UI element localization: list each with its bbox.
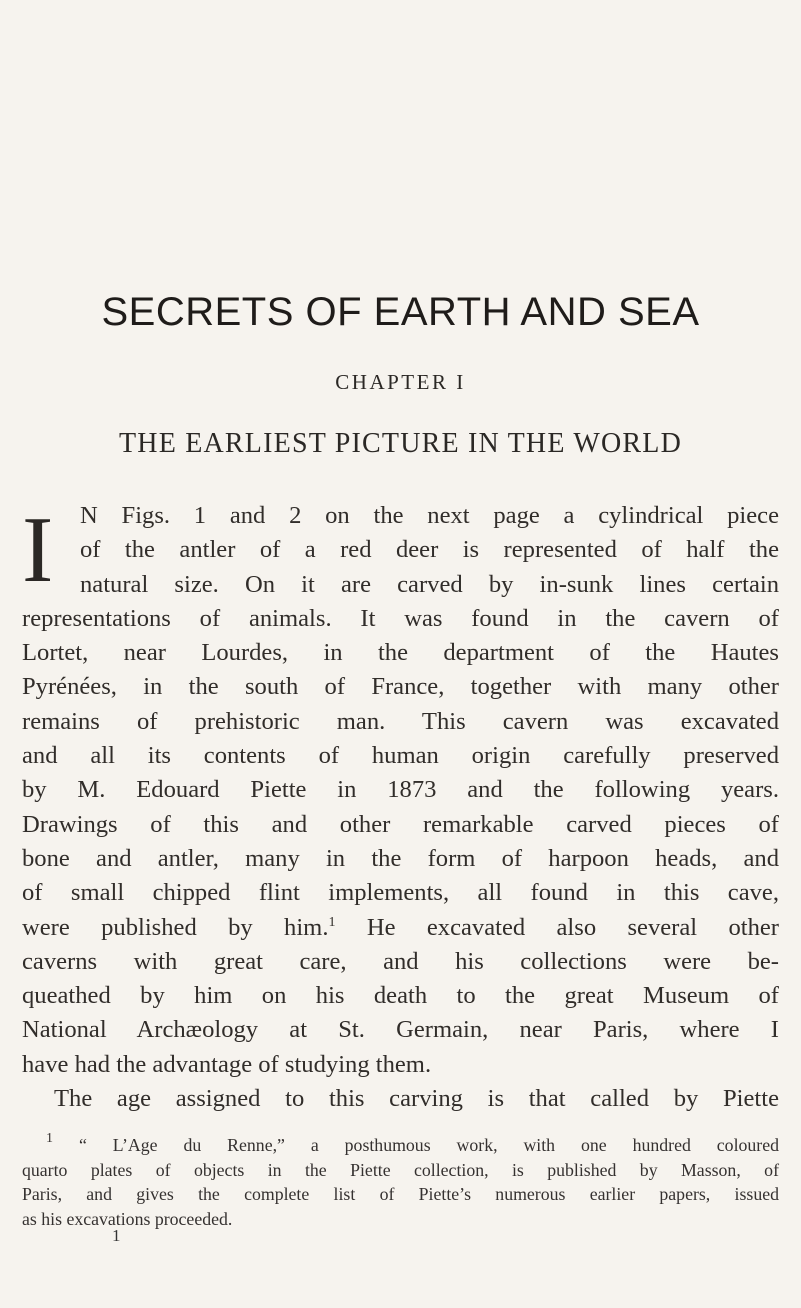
body-text bbox=[22, 499, 779, 1116]
footnote-text: “ L’Age du Renne,” a posthumous work, with one hundred coloured bbox=[78, 1135, 779, 1155]
text-line: caverns with great care, and his collections were be- bbox=[22, 947, 779, 975]
text-line: and all its contents of human origin carefully preserved bbox=[22, 742, 779, 770]
text-line: representations of animals. It was found in the cavern of bbox=[22, 604, 779, 632]
footnote-line: quarto plates of objects in the Piette collection, is published by Masson, of bbox=[22, 1159, 779, 1180]
footnote-line: as his excavations proceeded. bbox=[22, 1208, 233, 1229]
book-title: SECRETS OF EARTH AND SEA bbox=[101, 290, 700, 334]
chapter-title: THE EARLIEST PICTURE IN THE WORLD bbox=[118, 428, 682, 459]
text-line: The age assigned to this carving is that called by Piette bbox=[54, 1085, 779, 1113]
text-line: Lortet, near Lourdes, in the department of the Hautes bbox=[22, 639, 779, 667]
text-line: of the antler of a red deer is represented of half the bbox=[80, 536, 779, 564]
footnote bbox=[22, 1133, 779, 1231]
text-line: of small chipped flint implements, all found in this cave, bbox=[22, 879, 779, 907]
text-line: bone and antler, many in the form of harpoon heads, and bbox=[22, 844, 779, 872]
text-segment: were published by him. bbox=[22, 913, 329, 941]
text-line-with-footnote bbox=[22, 911, 779, 945]
text-line: Drawings of this and other remarkable carved pieces of bbox=[22, 810, 779, 838]
text-line: have had the advantage of studying them. bbox=[22, 1050, 432, 1078]
text-line: N Figs. 1 and 2 on the next page a cylindrical piece bbox=[80, 502, 779, 529]
footnote-marker: 1 bbox=[46, 1131, 53, 1146]
chapter-label: CHAPTER I bbox=[335, 370, 466, 394]
footnote-reference: 1 bbox=[328, 914, 336, 930]
drop-cap: I bbox=[22, 498, 54, 602]
text-line: National Archæology at St. Germain, near Paris, where I bbox=[22, 1016, 779, 1044]
text-line: remains of prehistoric man. This cavern was excavated bbox=[22, 707, 779, 735]
text-line: natural size. On it are carved by in-sunk lines certain bbox=[80, 570, 779, 598]
footnote-line bbox=[22, 1133, 779, 1158]
text-line: Pyrénées, in the south of France, together with many other bbox=[22, 673, 779, 701]
text-line: queathed by him on his death to the great Museum of bbox=[22, 982, 779, 1010]
footnote-line: Paris, and gives the complete list of Piette’s numerous earlier papers, issued bbox=[22, 1184, 779, 1204]
text-segment: He excavated also several other bbox=[366, 913, 779, 941]
text-line: by M. Edouard Piette in 1873 and the following years. bbox=[22, 776, 779, 804]
page-number: 1 bbox=[112, 1226, 121, 1245]
